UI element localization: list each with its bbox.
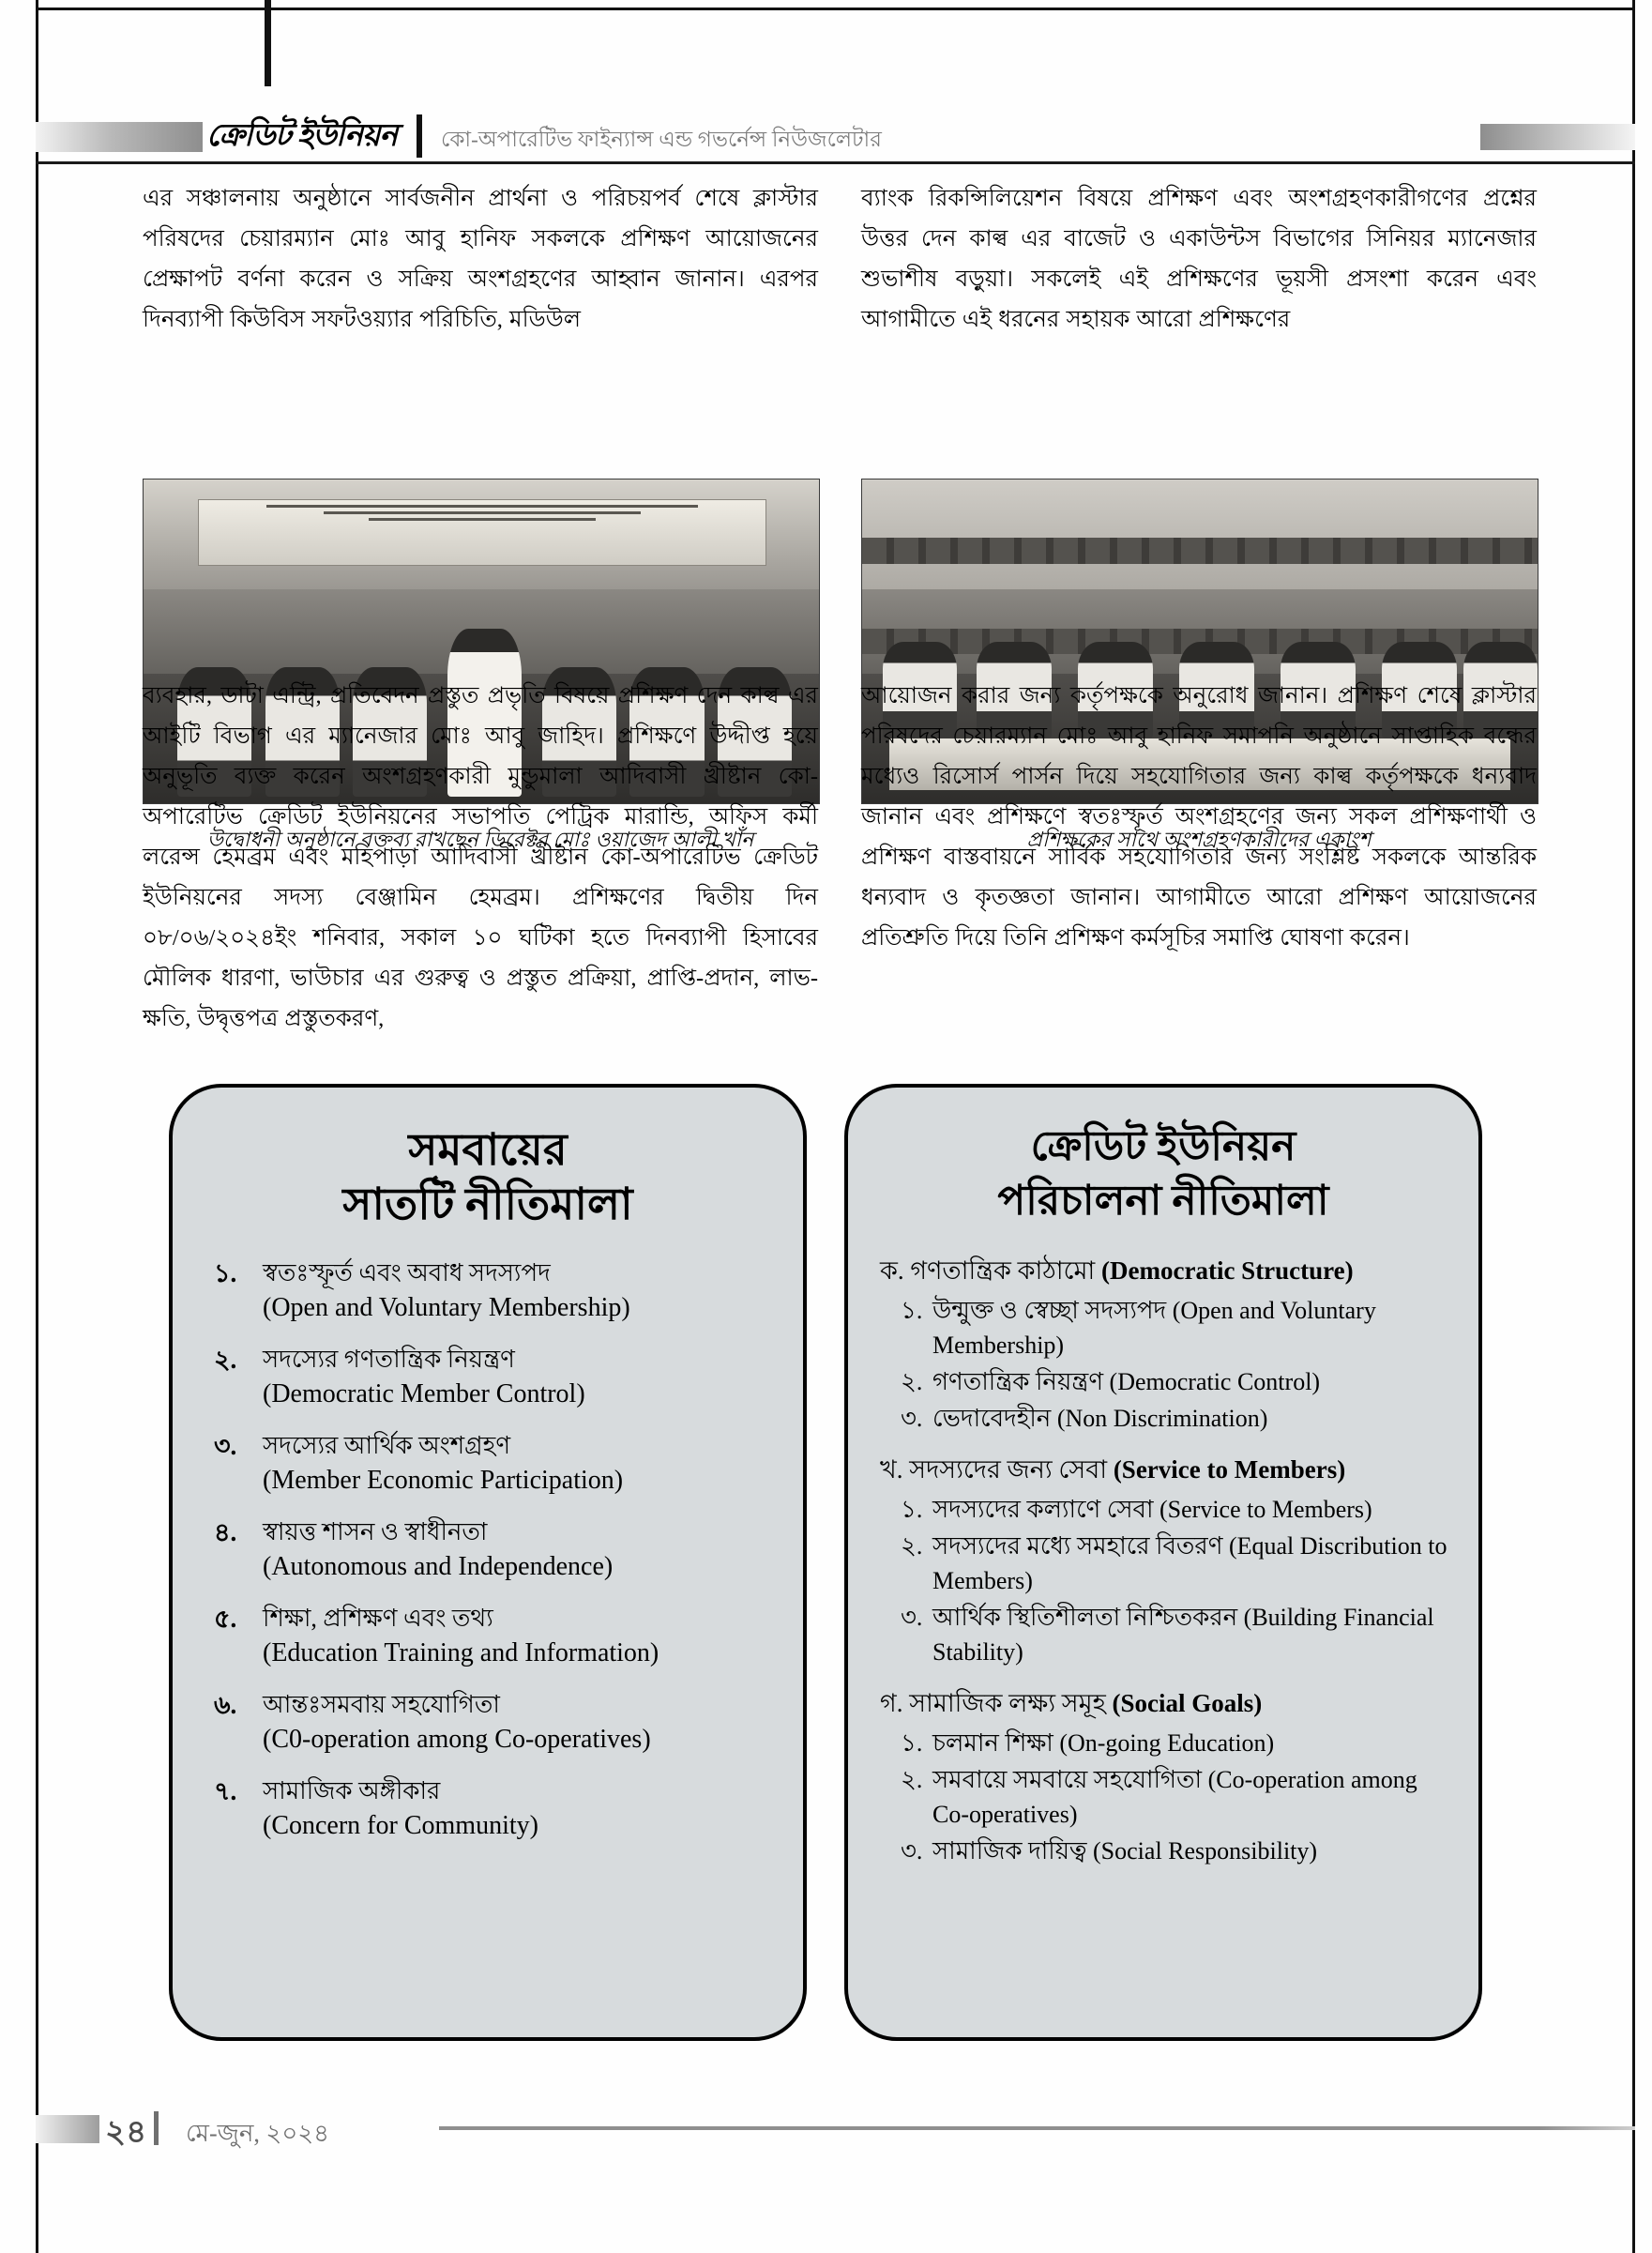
footer-rule [439, 2126, 1635, 2130]
article-column-left [143, 178, 818, 340]
item-bengali: স্বায়ত্ত শাসন ও স্বাধীনতা [263, 1518, 488, 1545]
list-item [901, 1401, 1452, 1436]
section-heading-bengali: ক. গণতান্ত্রিক কাঠামো [880, 1256, 1102, 1285]
list-item [214, 1429, 771, 1498]
item-english: (Democratic Member Control) [263, 1379, 585, 1408]
item-bengali: আন্তঃসমবায় সহযোগিতা [263, 1691, 500, 1718]
paragraph: ব্যবহার, ডাটা এন্ট্রি, প্রতিবেদন প্রস্তুত প্রভৃতি বিষয়ে প্রশিক্ষণ দেন কাল্ব এর আইটি বিভাগ এর ম্যানেজার মোঃ আবু জাহিদ। প্রশিক্ষণে উদ্দীপ্ত হয়ে অনুভূতি ব্যক্ত করেন অংশগ্রহণকারী মুন্ডুমালা আদিবাসী খ্রীষ্টান কো-অপারেটিভ ক্রেডিট ইউনিয়নের সভাপতি পেট্রিক মারান্ডি, অফিস কর্মী লরেন্স হেমব্রম এবং মহিপাড়া আদিবাসী খ্রীষ্টান কো-অপারেটিভ ক্রেডিট ইউনিয়নের সদস্য বেঞ্জামিন হেমব্রম। প্রশিক্ষণের দ্বিতীয় দিন ০৮/০৬/২০২৪ইং শনিবার, সকাল ১০ ঘটিকা হতে দিনব্যাপী হিসাবের মৌলিক ধারণা, ভাউচার এর গুরুত্ব ও প্রস্তুত প্রক্রিয়া, প্রাপ্তি-প্রদান, লাভ-ক্ষতি, উদ্বৃত্তপত্র প্রস্তুতকরণ, [143, 683, 818, 1031]
page-footer [36, 2109, 1635, 2158]
left-box-title-line2: সাতটি নীতিমালা [342, 1180, 633, 1229]
section-list [880, 1293, 1452, 1436]
item-text: সদস্যদের মধ্যে সমহারে বিতরণ (Equal Discribution to Members) [932, 1532, 1447, 1594]
item-number: ১. [901, 1297, 923, 1324]
section-heading [880, 1452, 1452, 1487]
list-item [901, 1726, 1452, 1760]
item-text: সদস্যদের কল্যাণে সেবা (Service to Members) [932, 1496, 1372, 1523]
item-number: ৩. [901, 1837, 923, 1865]
list-item [214, 1343, 771, 1411]
section-heading [880, 1685, 1452, 1721]
page-corner-tab [265, 0, 271, 86]
operating-principles-sections [848, 1253, 1478, 1868]
list-item [901, 1762, 1452, 1832]
cooperative-principles-list [173, 1256, 803, 1843]
issue-date: মে-জুন, ২০২৪ [186, 2120, 330, 2147]
list-item [901, 1600, 1452, 1669]
masthead-gradient-right [1480, 124, 1635, 150]
item-number: ২. [901, 1766, 923, 1793]
item-english: (Autonomous and Independence) [263, 1552, 614, 1581]
list-item [214, 1774, 771, 1843]
item-number: ১. [214, 1259, 237, 1287]
section-service-to-members [880, 1452, 1452, 1669]
item-text: সমবায়ে সমবায়ে সহযোগিতা (Co-operation among Co-operatives) [932, 1766, 1417, 1828]
item-text: ভেদাবেদহীন (Non Discrimination) [932, 1405, 1268, 1432]
list-item [214, 1602, 771, 1670]
item-english: (Open and Voluntary Membership) [263, 1293, 630, 1322]
list-item [214, 1688, 771, 1757]
masthead-gradient-left [36, 122, 203, 152]
principles-section [36, 1084, 1635, 2041]
masthead-logo: ক্রেডিট ইউনিয়ন [206, 119, 398, 153]
footer-divider [154, 2111, 159, 2145]
item-english: (Education Training and Information) [263, 1638, 659, 1667]
item-number: ২. [214, 1346, 237, 1374]
article-column-right [861, 178, 1537, 340]
section-heading-bengali: গ. সামাজিক লক্ষ্য সমূহ [880, 1689, 1113, 1717]
section-list [880, 1492, 1452, 1669]
paragraph: ব্যাংক রিকন্সিলিয়েশন বিষয়ে প্রশিক্ষণ এবং অংশগ্রহণকারীগণের প্রশ্নের উত্তর দেন কাল্ব এর বাজেট ও একাউন্টস বিভাগের সিনিয়র ম্যানেজার শুভাশীষ বড়ুয়া। সকলেই এই প্রশিক্ষণের ভূয়সী প্রসংশা করেন এবং আগামীতে এই ধরনের সহায়ক আরো প্রশিক্ষণের [861, 186, 1537, 332]
section-heading-bengali: খ. সদস্যদের জন্য সেবা [880, 1455, 1114, 1484]
paragraph: আয়োজন করার জন্য কর্তৃপক্ষকে অনুরোধ জানান। প্রশিক্ষণ শেষে ক্লাস্টার পরিষদের চেয়ারম্যান মোঃ আবু হানিফ সমাপনি অনুষ্ঠানে সাপ্তাহিক বন্ধের মধ্যেও রিসোর্স পার্সন দিয়ে সহযোগিতার জন্য কাল্ব কর্তৃপক্ষকে ধন্যবাদ জানান এবং প্রশিক্ষণে স্বতঃস্ফূর্ত অংশগ্রহণের জন্য সকল প্রশিক্ষণার্থী ও প্রশিক্ষণ বাস্তবায়নে সার্বিক সহযোগিতার জন্য সংশ্লিষ্ট সকলকে আন্তরিক ধন্যবাদ ও কৃতজ্ঞতা জানান। আগামীতে আরো প্রশিক্ষণ আয়োজনের প্রতিশ্রুতি দিয়ে তিনি প্রশিক্ষণ কর্মসূচির সমাপ্তি ঘোষণা করেন। [861, 683, 1537, 951]
masthead-divider [417, 114, 422, 158]
footer-gradient [36, 2115, 99, 2143]
section-heading-english: (Democratic Structure) [1101, 1256, 1354, 1285]
item-number: ৪. [214, 1518, 237, 1546]
photo-caption-left: উদ্বোধনী অনুষ্ঠানে বক্তব্য রাখছেন ডিরেক্টর মোঃ ওয়াজেদ আলী খাঁন [206, 828, 754, 851]
list-item [214, 1515, 771, 1584]
cooperative-principles-box [169, 1084, 807, 2041]
item-number: ৩. [214, 1432, 237, 1460]
right-box-title [871, 1119, 1456, 1228]
list-item [901, 1529, 1452, 1598]
section-heading-english: (Social Goals) [1112, 1689, 1263, 1717]
right-box-title-line1: ক্রেডিট ইউনিয়ন [1030, 1123, 1296, 1169]
section-heading-english: (Service to Members) [1113, 1455, 1346, 1484]
item-bengali: সামাজিক অঙ্গীকার [263, 1777, 441, 1804]
item-bengali: সদস্যের গণতান্ত্রিক নিয়ন্ত্রণ [263, 1346, 515, 1373]
section-social-goals [880, 1685, 1452, 1868]
item-text: সামাজিক দায়িত্ব (Social Responsibility) [932, 1837, 1318, 1865]
list-item [214, 1256, 771, 1325]
list-item [901, 1293, 1452, 1362]
item-number: ৫. [214, 1605, 237, 1633]
item-bengali: স্বতঃস্ফূর্ত এবং অবাধ সদস্যপদ [263, 1259, 551, 1286]
article-body [36, 178, 1635, 1051]
page-border-top [36, 8, 1635, 10]
left-box-title-line1: সমবায়ের [408, 1126, 568, 1175]
item-number: ২. [901, 1368, 923, 1395]
item-number: ৬. [214, 1691, 237, 1719]
item-number: ১. [901, 1729, 923, 1757]
item-text: আর্থিক স্থিতিশীলতা নিশ্চিতকরন (Building Financial Stability) [932, 1604, 1434, 1666]
masthead-subtitle: কো-অপারেটিভ ফাইন্যান্স এন্ড গভর্নেন্স নিউজলেটার [441, 128, 882, 151]
item-number: ৩. [901, 1604, 923, 1631]
article-column-left-continued [143, 676, 818, 1039]
item-bengali: শিক্ষা, প্রশিক্ষণ এবং তথ্য [263, 1605, 493, 1632]
item-number: ৭. [214, 1777, 237, 1805]
paragraph: এর সঞ্চালনায় অনুষ্ঠানে সার্বজনীন প্রার্থনা ও পরিচয়পর্ব শেষে ক্লাস্টার পরিষদের চেয়ারম্যান মোঃ আবু হানিফ সকলকে প্রশিক্ষণ আয়োজনের প্রেক্ষাপট বর্ণনা করেন ও সক্রিয় অংশগ্রহণের আহ্বান জানান। এরপর দিনব্যাপী কিউবিস সফটওয়্যার পরিচিতি, মডিউল [143, 186, 818, 332]
left-box-title [195, 1123, 781, 1232]
list-item [901, 1364, 1452, 1399]
list-item [901, 1492, 1452, 1527]
section-democratic-structure [880, 1253, 1452, 1436]
section-list [880, 1726, 1452, 1868]
section-heading [880, 1253, 1452, 1288]
item-bengali: সদস্যের আর্থিক অংশগ্রহণ [263, 1432, 511, 1459]
item-text: গণতান্ত্রিক নিয়ন্ত্রণ (Democratic Control) [932, 1368, 1321, 1395]
masthead-rule [36, 161, 1635, 164]
item-number: ১. [901, 1496, 923, 1523]
masthead [36, 111, 1635, 160]
article-column-right-continued [861, 676, 1537, 958]
item-text: উন্মুক্ত ও স্বেচ্ছা সদস্যপদ (Open and Voluntary Membership) [932, 1297, 1376, 1359]
photo-caption-right: প্রশিক্ষকের সাথে অংশগ্রহণকারীদের একাংশ [1026, 828, 1372, 851]
item-text: চলমান শিক্ষা (On-going Education) [932, 1729, 1275, 1757]
list-item [901, 1834, 1452, 1868]
item-number: ৩. [901, 1405, 923, 1432]
item-number: ২. [901, 1532, 923, 1560]
right-box-title-line2: পরিচালনা নীতিমালা [997, 1178, 1329, 1224]
item-english: (Concern for Community) [263, 1811, 538, 1840]
page-number: ২৪ [105, 2115, 147, 2150]
item-english: (Member Economic Participation) [263, 1466, 624, 1495]
item-english: (C0-operation among Co-operatives) [263, 1725, 651, 1754]
credit-union-operating-principles-box [844, 1084, 1482, 2041]
